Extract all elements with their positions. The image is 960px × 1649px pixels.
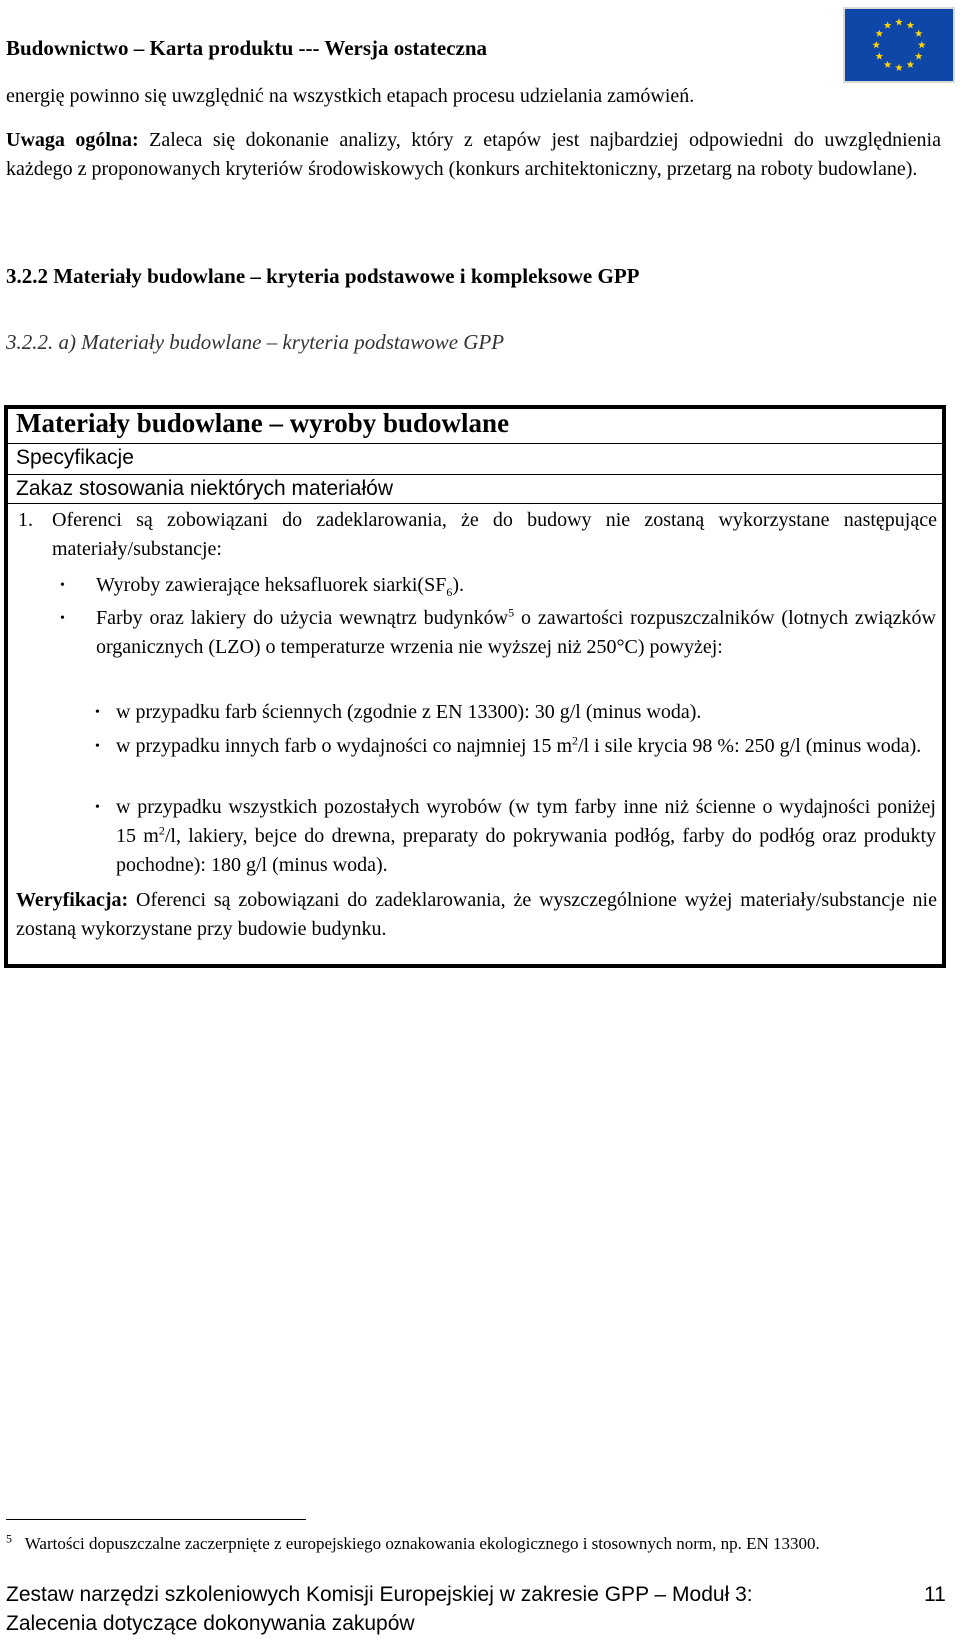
item-number: 1. (18, 509, 33, 531)
bullet-icon: • (95, 705, 100, 720)
page-number: 11 (924, 1583, 946, 1606)
eu-star (915, 30, 923, 37)
bullet-text: Wyroby zawierające heksafluorek siarki(SF (96, 574, 447, 596)
general-note (6, 126, 941, 184)
bullet-item (96, 571, 936, 600)
superscript: 2 (572, 733, 578, 748)
footer-line: Zestaw narzędzi szkoleniowych Komisji Europejskiej w zakresie GPP – Moduł 3: (6, 1583, 753, 1606)
sub-bullet-item (116, 732, 936, 761)
sub-bullet-text: w przypadku wszystkich pozostałych wyrobów (w tym farby inne niż ścienne o wydajności poniżej 15 m (116, 796, 936, 847)
box-divider (8, 474, 942, 475)
item-text: Oferenci są zobowiązani do zadeklarowania, że do budowy nie zostaną wykorzystane następujące materiały/substancje: (52, 509, 937, 560)
eu-star (895, 64, 903, 71)
eu-star (918, 41, 926, 48)
footnote (6, 1531, 944, 1557)
eu-star (876, 52, 884, 59)
eu-star (895, 18, 903, 25)
general-note-text: Zaleca się dokonanie analizy, który z etapów jest najbardziej odpowiedni do uwzględnienia każdego z proponowanych kryteriów środowiskowych (konkurs architektoniczny, przetarg na roboty budowlane). (6, 129, 941, 180)
bullet-text: Farby oraz lakiery do użycia wewnątrz budynków (96, 607, 509, 629)
specifications-label: Specyfikacje (16, 446, 134, 469)
eu-star (907, 21, 915, 28)
section-subheading: 3.2.2. a) Materiały budowlane – kryteria podstawowe GPP (6, 330, 505, 354)
box-divider (8, 443, 942, 444)
sub-bullet-item: w przypadku farb ściennych (zgodnie z EN 13300): 30 g/l (minus woda). (116, 701, 702, 723)
sub-bullet-text-tail: /l, lakiery, bejce do drewna, preparaty do pokrywania podłóg, farby do podłóg oraz produkty pochodne): 180 g/l (minus woda). (116, 825, 936, 876)
bullet-icon: • (60, 611, 65, 626)
bullet-text-tail: ). (452, 574, 464, 596)
footnote-text: Wartości dopuszczalne zaczerpnięte z europejskiego oznakowania ekologicznego i stosownych norm, np. EN 13300. (24, 1534, 820, 1553)
bullet-text-tail: o zawartości rozpuszczalników (lotnych związków organicznych (LZO) o temperaturze wrzenia nie wyższej niż 250°C) powyżej: (96, 607, 937, 658)
bullet-icon: • (60, 578, 65, 593)
verification-label: Weryfikacja: (16, 889, 129, 911)
bullet-item (96, 604, 936, 662)
footnote-ref: 5 (508, 605, 515, 620)
eu-star (884, 61, 892, 68)
eu-star (907, 61, 915, 68)
bullet-icon: • (95, 800, 100, 815)
bullet-icon: • (95, 739, 100, 754)
intro-line: energię powinno się uwzględnić na wszystkich etapach procesu udzielania zamówień. (6, 85, 695, 107)
sub-bullet-text: w przypadku innych farb o wydajności co najmniej 15 m (116, 735, 572, 757)
footnote-mark: 5 (6, 1531, 12, 1546)
superscript: 2 (158, 823, 165, 838)
footer-line: Zalecenia dotyczące dokonywania zakupów (6, 1612, 415, 1635)
verification (16, 886, 937, 944)
eu-star (884, 21, 892, 28)
subscript: 6 (446, 585, 453, 599)
criteria-box-title: Materiały budowlane – wyroby budowlane (16, 408, 510, 438)
ban-label: Zakaz stosowania niektórych materiałów (16, 477, 393, 500)
eu-stars-icon (845, 9, 953, 81)
eu-flag-logo (843, 7, 955, 83)
general-note-label: Uwaga ogólna: (6, 129, 139, 151)
sub-bullet-item (116, 793, 936, 880)
box-divider (8, 503, 942, 504)
eu-star (872, 41, 880, 48)
eu-star (876, 30, 884, 37)
verification-text: Oferenci są zobowiązani do zadeklarowania, że wyszczególnione wyżej materiały/substancje nie zostaną wykorzystane przy budowie budynku. (16, 889, 937, 940)
document-header-title: Budownictwo – Karta produktu --- Wersja ostateczna (6, 36, 488, 60)
section-heading: 3.2.2 Materiały budowlane – kryteria podstawowe i kompleksowe GPP (6, 264, 640, 288)
eu-star (915, 52, 923, 59)
sub-bullet-text-tail: /l i sile krycia 98 %: 250 g/l (minus woda). (578, 735, 922, 757)
footnote-divider (6, 1519, 306, 1520)
